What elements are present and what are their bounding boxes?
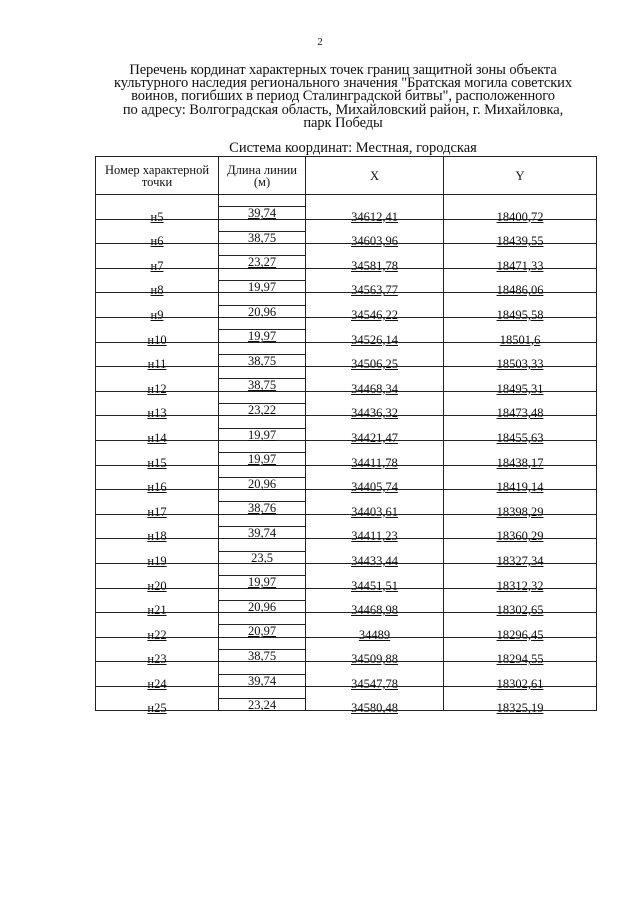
- line-length: 38,75: [247, 378, 277, 393]
- y-value: 18327,34: [496, 553, 544, 568]
- page-number: 2: [317, 36, 323, 48]
- point-number: н14: [147, 430, 167, 445]
- x-value: 34468,34: [351, 381, 398, 396]
- x-value: 34547,78: [351, 676, 398, 691]
- point-number: н5: [150, 209, 164, 224]
- title-line: воинов, погибших в период Сталинградской битвы", расположенного: [131, 88, 555, 105]
- point-number: н20: [147, 578, 167, 593]
- x-value: 34546,22: [351, 307, 398, 322]
- y-value: 18471,33: [496, 258, 544, 273]
- line-length: 39,74: [247, 673, 277, 688]
- x-value: 34580,48: [351, 701, 398, 716]
- length-cell-top: [219, 416, 306, 428]
- header-x: X: [306, 157, 444, 195]
- line-length: 23,27: [247, 255, 277, 270]
- y-value: 18486,06: [496, 283, 544, 298]
- line-length: 39,74: [247, 526, 277, 541]
- line-length: 19,97: [247, 329, 277, 344]
- point-number: н17: [147, 504, 167, 519]
- point-number: н12: [147, 381, 167, 396]
- y-value: 18296,45: [496, 627, 544, 642]
- length-cell-top: [219, 588, 306, 600]
- y-value: 18503,33: [496, 357, 544, 372]
- length-cell-top: [219, 195, 306, 207]
- y-value: 18302,65: [496, 603, 544, 618]
- line-length: 20,96: [247, 304, 277, 319]
- length-cell: [219, 231, 306, 243]
- y-value: 18302,61: [496, 676, 544, 691]
- coordinate-system-label: Система координат: Местная, городская: [229, 140, 477, 156]
- length-cell: [219, 502, 306, 514]
- length-cell-top: [219, 539, 306, 551]
- x-value: 34403,61: [351, 504, 398, 519]
- length-cell: [219, 281, 306, 293]
- length-cell: [219, 453, 306, 465]
- length-cell: [219, 305, 306, 317]
- length-cell: [219, 551, 306, 563]
- x-value: 34603,96: [351, 234, 398, 249]
- point-number: н21: [147, 603, 167, 618]
- table-body: [96, 195, 597, 716]
- length-cell: [219, 576, 306, 588]
- line-length: 20,97: [247, 624, 277, 639]
- title-line: по адресу: Волгоградская область, Михайловский район, г. Михайловка,: [122, 101, 564, 118]
- length-cell-top: [219, 317, 306, 329]
- length-cell-top: [219, 391, 306, 403]
- y-value: 18455,63: [496, 430, 544, 445]
- y-value: 18495,58: [496, 307, 544, 322]
- title-line: Перечень кординат характерных точек границ защитной зоны объекта: [129, 62, 557, 78]
- point-number: н15: [147, 455, 167, 470]
- length-cell: [219, 699, 306, 711]
- x-value: 34612,41: [351, 209, 398, 224]
- x-value: 34581,78: [351, 258, 398, 273]
- y-value: 18312,32: [496, 578, 544, 593]
- coordinates-table: [95, 156, 597, 716]
- length-cell-top: [219, 342, 306, 354]
- title-line: культурного наследия регионального значения "Братская могила советских: [114, 75, 572, 92]
- length-cell: [219, 527, 306, 539]
- line-length: 20,96: [247, 599, 277, 614]
- line-length: 23,5: [251, 550, 273, 565]
- line-length: 20,96: [247, 476, 277, 491]
- line-length: 39,74: [247, 206, 277, 221]
- length-cell: [219, 330, 306, 342]
- point-number: н25: [147, 701, 167, 716]
- x-value: 34433,44: [351, 553, 398, 568]
- line-length: 38,76: [247, 501, 277, 516]
- y-value: 18294,55: [496, 652, 544, 667]
- y-value: 18501,6: [499, 332, 541, 347]
- line-length: 23,24: [247, 698, 277, 713]
- x-value: 34563,77: [351, 283, 398, 298]
- length-cell-top: [219, 686, 306, 698]
- header-y: Y: [444, 157, 597, 195]
- point-number: н9: [150, 307, 164, 322]
- y-value: 18495,31: [496, 381, 544, 396]
- point-number: н22: [147, 627, 167, 642]
- length-cell: [219, 354, 306, 366]
- point-number: н13: [147, 406, 167, 421]
- x-value: 34489: [358, 627, 391, 642]
- y-value: 18473,48: [496, 406, 544, 421]
- line-length: 19,97: [247, 280, 277, 295]
- header-point-number: Номер характерной точки: [96, 157, 219, 195]
- y-value: 18419,14: [496, 480, 544, 495]
- point-number: н19: [147, 553, 167, 568]
- length-cell-top: [219, 514, 306, 526]
- length-cell-top: [219, 637, 306, 649]
- length-cell: [219, 379, 306, 391]
- x-value: 34526,14: [351, 332, 398, 347]
- length-cell: [219, 477, 306, 489]
- document-title: [92, 64, 594, 130]
- line-length: 38,75: [247, 230, 277, 245]
- y-value: 18400,72: [496, 209, 544, 224]
- x-value: 34506,25: [351, 357, 398, 372]
- point-number: н6: [150, 234, 164, 249]
- length-cell: [219, 625, 306, 637]
- point-number: н10: [147, 332, 167, 347]
- point-number-cell: [96, 195, 219, 224]
- length-cell-top: [219, 662, 306, 674]
- length-cell: [219, 600, 306, 612]
- point-number: н24: [147, 676, 167, 691]
- line-length: 23,22: [247, 403, 277, 418]
- line-length: 38,75: [247, 353, 277, 368]
- x-value: 34451,51: [351, 578, 398, 593]
- x-value: 34468,98: [351, 603, 398, 618]
- line-length: 38,75: [247, 648, 277, 663]
- x-cell: [306, 195, 444, 224]
- x-value: 34411,78: [351, 455, 398, 470]
- line-length: 19,97: [247, 575, 277, 590]
- line-length: 19,97: [247, 427, 277, 442]
- x-value: 34405,74: [351, 480, 398, 495]
- length-cell: [219, 256, 306, 268]
- y-cell: [444, 195, 597, 224]
- x-value: 34436,32: [351, 406, 398, 421]
- x-value: 34421,47: [351, 430, 398, 445]
- length-cell: [219, 207, 306, 219]
- length-cell: [219, 404, 306, 416]
- length-cell-top: [219, 465, 306, 477]
- point-number: н8: [150, 283, 164, 298]
- length-cell-top: [219, 219, 306, 231]
- title-line: парк Победы: [303, 114, 383, 131]
- x-value: 34509,88: [351, 652, 398, 667]
- point-number: н16: [147, 480, 167, 495]
- length-cell: [219, 674, 306, 686]
- table-header-row: [96, 157, 597, 195]
- length-cell-top: [219, 268, 306, 280]
- y-value: 18439,55: [496, 234, 544, 249]
- y-value: 18398,29: [496, 504, 544, 519]
- y-value: 18438,17: [496, 455, 544, 470]
- header-line-length: Длина линии (м): [219, 157, 306, 195]
- length-cell-top: [219, 440, 306, 452]
- y-value: 18325,19: [496, 701, 544, 716]
- length-cell: [219, 428, 306, 440]
- y-value: 18360,29: [496, 529, 544, 544]
- line-length: 19,97: [247, 452, 277, 467]
- point-number: н18: [147, 529, 167, 544]
- x-value: 34411,23: [351, 529, 398, 544]
- length-cell-top: [219, 293, 306, 305]
- point-number: н23: [147, 652, 167, 667]
- point-number: н7: [150, 258, 164, 273]
- length-cell-top: [219, 563, 306, 575]
- table-row: [96, 195, 597, 207]
- point-number: н11: [147, 357, 167, 372]
- length-cell: [219, 649, 306, 661]
